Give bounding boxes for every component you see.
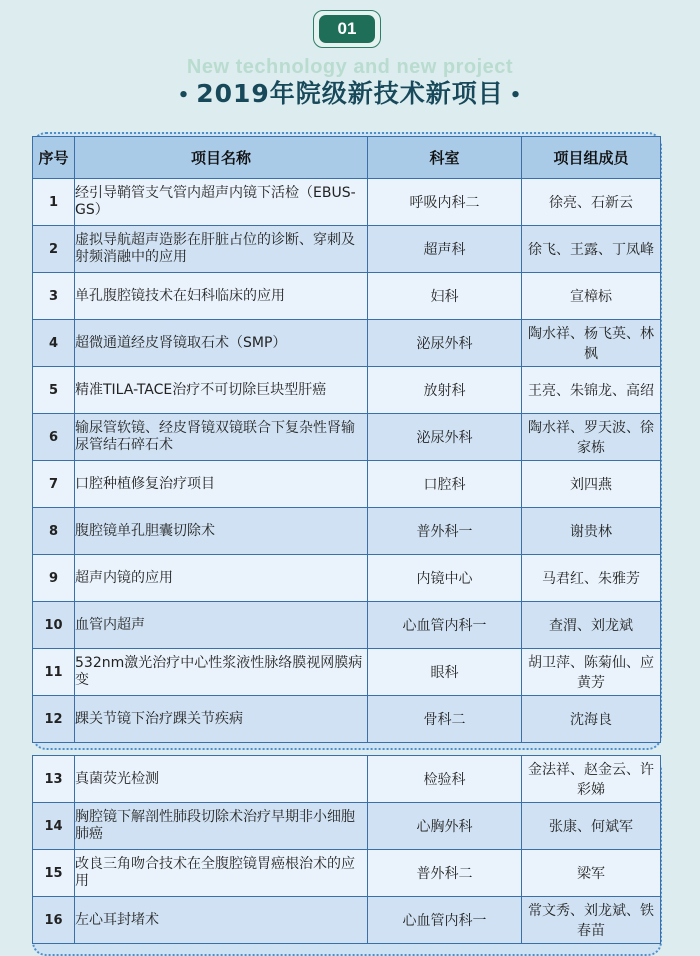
cell-dept: 口腔科 [368, 461, 522, 508]
cell-no: 2 [33, 226, 75, 273]
cell-name: 改良三角吻合技术在全腹腔镜胃癌根治术的应用 [75, 850, 368, 897]
cell-members: 梁军 [522, 850, 661, 897]
cell-members: 徐飞、王露、丁凤峰 [522, 226, 661, 273]
cell-members: 谢贵林 [522, 508, 661, 555]
cell-members: 马君红、朱雅芳 [522, 555, 661, 602]
table-row [33, 602, 661, 649]
table-row [33, 320, 661, 367]
table-row [33, 461, 661, 508]
header-dept: 科室 [368, 137, 522, 179]
cell-dept: 眼科 [368, 649, 522, 696]
title-dot-left: • [177, 84, 191, 106]
header-name: 项目名称 [75, 137, 368, 179]
cell-no: 13 [33, 756, 75, 803]
cell-name: 超微通道经皮肾镜取石术（SMP） [75, 320, 368, 367]
cell-members: 王亮、朱锦龙、高绍 [522, 367, 661, 414]
cell-no: 7 [33, 461, 75, 508]
table-row [33, 226, 661, 273]
cell-dept: 内镜中心 [368, 555, 522, 602]
cell-no: 6 [33, 414, 75, 461]
table-row [33, 803, 661, 850]
cell-no: 9 [33, 555, 75, 602]
table-row [33, 649, 661, 696]
cell-name: 踝关节镜下治疗踝关节疾病 [75, 696, 368, 743]
table-row [33, 555, 661, 602]
cell-dept: 心血管内科一 [368, 602, 522, 649]
cell-name: 虚拟导航超声造影在肝脏占位的诊断、穿刺及射频消融中的应用 [75, 226, 368, 273]
cell-members: 胡卫萍、陈菊仙、应黄芳 [522, 649, 661, 696]
projects-table-1 [32, 136, 661, 743]
table-row [33, 756, 661, 803]
table-row [33, 179, 661, 226]
table-row [33, 850, 661, 897]
header-no: 序号 [33, 137, 75, 179]
cell-dept: 骨科二 [368, 696, 522, 743]
cell-no: 10 [33, 602, 75, 649]
cell-name: 左心耳封堵术 [75, 897, 368, 944]
cell-dept: 超声科 [368, 226, 522, 273]
table-row [33, 696, 661, 743]
cell-dept: 检验科 [368, 756, 522, 803]
cell-members: 张康、何斌军 [522, 803, 661, 850]
cell-dept: 普外科二 [368, 850, 522, 897]
cell-dept: 普外科一 [368, 508, 522, 555]
cell-no: 15 [33, 850, 75, 897]
table-row [33, 414, 661, 461]
cell-name: 经引导鞘管支气管内超声内镜下活检（EBUS-GS） [75, 179, 368, 226]
cell-no: 16 [33, 897, 75, 944]
page-title-row [0, 74, 700, 110]
cell-name: 口腔种植修复治疗项目 [75, 461, 368, 508]
cell-members: 宣樟标 [522, 273, 661, 320]
cell-members: 徐亮、石新云 [522, 179, 661, 226]
cell-name: 血管内超声 [75, 602, 368, 649]
cell-name: 腹腔镜单孔胆囊切除术 [75, 508, 368, 555]
cell-dept: 呼吸内科二 [368, 179, 522, 226]
cell-no: 11 [33, 649, 75, 696]
cell-no: 5 [33, 367, 75, 414]
cell-no: 4 [33, 320, 75, 367]
cell-members: 常文秀、刘龙斌、铁春苗 [522, 897, 661, 944]
cell-dept: 妇科 [368, 273, 522, 320]
cell-name: 超声内镜的应用 [75, 555, 368, 602]
cell-no: 12 [33, 696, 75, 743]
page-title: 2019年院级新技术新项目 [196, 79, 504, 108]
cell-name: 精准TILA-TACE治疗不可切除巨块型肝癌 [75, 367, 368, 414]
projects-table-2 [32, 755, 661, 944]
table-header-row [33, 137, 661, 179]
cell-name: 真菌荧光检测 [75, 756, 368, 803]
english-subtitle: New technology and new project [186, 56, 514, 78]
cell-dept: 心胸外科 [368, 803, 522, 850]
cell-no: 1 [33, 179, 75, 226]
cell-members: 刘四燕 [522, 461, 661, 508]
cell-name: 输尿管软镜、经皮肾镜双镜联合下复杂性肾输尿管结石碎石术 [75, 414, 368, 461]
cell-name: 532nm激光治疗中心性浆液性脉络膜视网膜病变 [75, 649, 368, 696]
cell-members: 陶水祥、罗天波、徐家栋 [522, 414, 661, 461]
section-badge [313, 10, 381, 48]
table-row [33, 367, 661, 414]
title-dot-right: • [509, 84, 523, 106]
cell-no: 8 [33, 508, 75, 555]
cell-dept: 心血管内科一 [368, 897, 522, 944]
table-row [33, 273, 661, 320]
cell-dept: 泌尿外科 [368, 414, 522, 461]
cell-dept: 泌尿外科 [368, 320, 522, 367]
header-members: 项目组成员 [522, 137, 661, 179]
badge-number: 01 [319, 15, 375, 43]
table-row [33, 897, 661, 944]
cell-name: 单孔腹腔镜技术在妇科临床的应用 [75, 273, 368, 320]
cell-members: 金法祥、赵金云、许彩娣 [522, 756, 661, 803]
cell-no: 3 [33, 273, 75, 320]
cell-dept: 放射科 [368, 367, 522, 414]
cell-name: 胸腔镜下解剖性肺段切除术治疗早期非小细胞肺癌 [75, 803, 368, 850]
cell-members: 沈海良 [522, 696, 661, 743]
table-row [33, 508, 661, 555]
cell-no: 14 [33, 803, 75, 850]
cell-members: 查渭、刘龙斌 [522, 602, 661, 649]
cell-members: 陶水祥、杨飞英、林枫 [522, 320, 661, 367]
